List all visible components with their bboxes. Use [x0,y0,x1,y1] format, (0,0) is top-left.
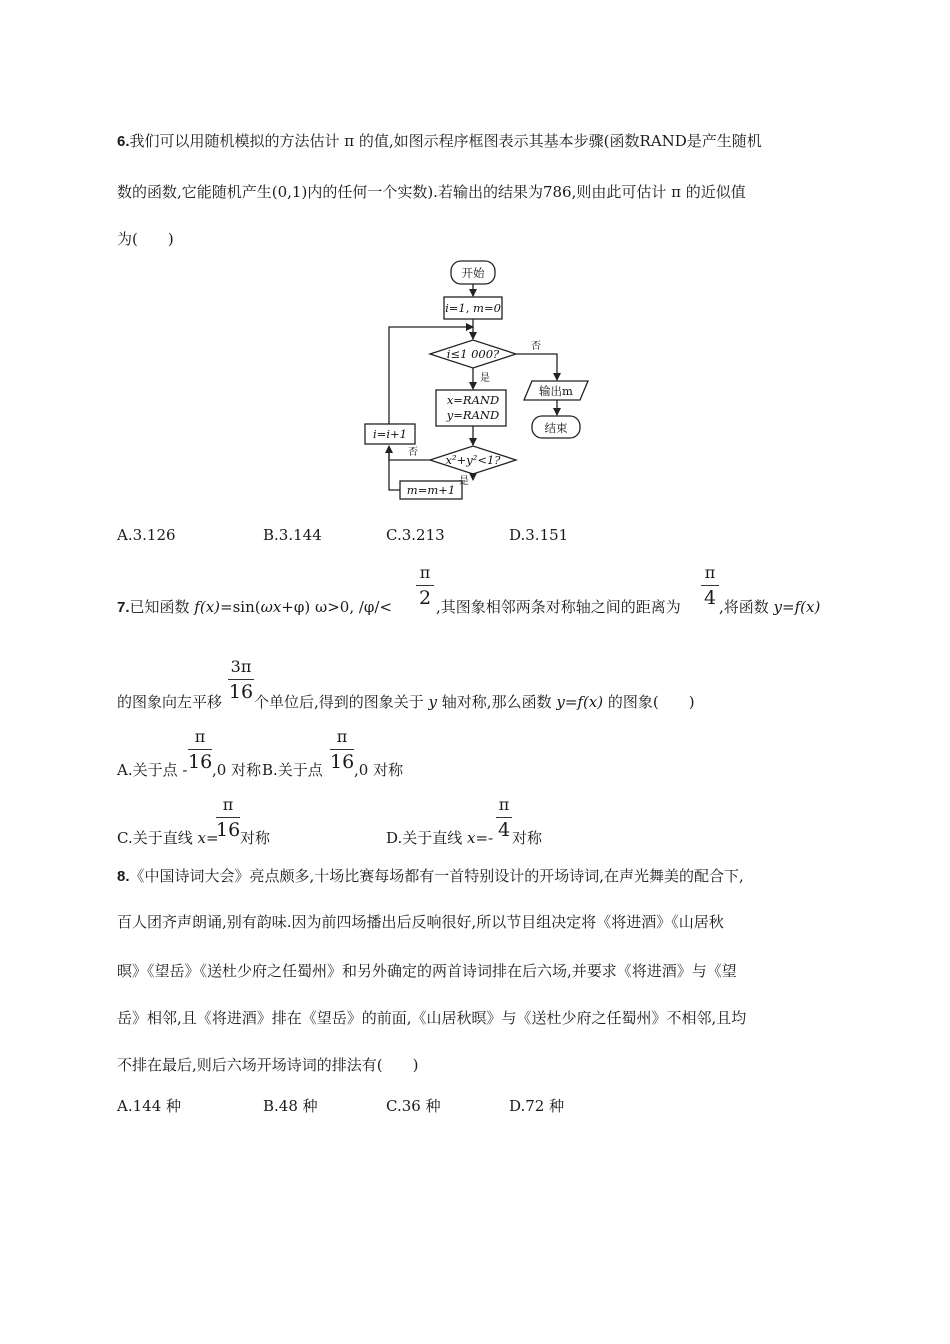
question-number: 6. [117,133,130,150]
q7-line-1: 7.已知函数 f(x)=sin(ωx+φ) ω>0, /φ/< [117,598,393,616]
q7-option-a[interactable]: A.关于点 - [117,761,188,779]
q7-option-c[interactable]: C.关于直线 x= [117,829,219,847]
q7-option-d[interactable]: D.关于直线 x=- [386,829,494,847]
q7-line-1b: ,其图象相邻两条对称轴之间的距离为 [436,598,681,616]
fraction-3pi-over-16: 3π 16 [228,657,254,703]
q6-line-2: 数的函数,它能随机产生(0,1)内的任何一个实数).若输出的结果为786,则由此可估计 π 的近似值 [117,183,746,201]
fraction-pi-over-2: π 2 [416,564,434,609]
flowchart [355,255,605,505]
flow-assign-y-label: y=RAND [446,408,500,422]
q7-option-d-post: 对称 [512,829,543,847]
q8-line-5: 不排在最后,则后六场开场诗词的排法有( ) [117,1056,419,1074]
q8-line-1: 8.《中国诗词大会》亮点颇多,十场比赛每场都有一首特别设计的开场诗词,在声光舞美的配合下, [117,867,744,885]
q7-option-c-fraction: π 16 [216,795,241,841]
fraction-pi-over-4: π 4 [701,564,719,609]
flow-no2-label: 否 [408,447,418,458]
q7-option-b[interactable]: B.关于点 [262,761,323,779]
q6-option-d[interactable]: D.3.151 [509,526,569,544]
flow-cond1-label: i≤1 000? [446,347,500,361]
q8-option-c[interactable]: C.36 种 [386,1097,441,1115]
q6-line-1 [117,131,762,152]
q7-line-2b: 个单位后,得到的图象关于 y 轴对称,那么函数 y=f(x) 的图象( ) [254,693,695,711]
flow-yes1-label: 是 [480,373,490,384]
q6-option-c[interactable]: C.3.213 [386,526,445,544]
q7-line-1c: ,将函数 y=f(x) [719,598,821,616]
q6-line-3: 为( ) [117,230,174,248]
question-number: 8. [117,868,130,885]
q6-option-b[interactable]: B.3.144 [263,526,322,544]
flow-incr-m-label: m=m+1 [406,483,456,497]
q8-line-2: 百人团齐声朗诵,别有韵味.因为前四场播出后反响很好,所以节目组决定将《将进酒》《山居秋 [117,913,724,931]
flow-init-label: i=1, m=0 [445,301,501,315]
flow-end-label: 结束 [544,421,568,435]
flow-incr-i-label: i=i+1 [373,427,407,441]
flow-output-label: 输出m [539,384,573,398]
q7-option-b-post: ,0 对称 [354,761,404,779]
q7-option-d-fraction: π 4 [497,795,511,841]
q6-option-a[interactable]: A.3.126 [117,526,176,544]
q8-option-d[interactable]: D.72 种 [509,1097,565,1115]
q7-option-a-post: ,0 对称 [212,761,262,779]
q8-option-a[interactable]: A.144 种 [117,1097,181,1115]
flow-yes2-label: 是 [459,476,469,487]
q7-option-a-fraction: π 16 [188,727,213,773]
flow-assign-x-label: x=RAND [446,393,500,407]
q7-option-c-post: 对称 [240,829,271,847]
q8-option-b[interactable]: B.48 种 [263,1097,318,1115]
question-number: 7. [117,599,130,616]
q8-line-4: 岳》相邻,且《将进酒》排在《望岳》的前面,《山居秋暝》与《送杜少府之任蜀州》不相邻,且均 [117,1009,747,1027]
q7-option-b-fraction: π 16 [330,727,355,773]
q6-text-1: 我们可以用随机模拟的方法估计 π 的值,如图示程序框图表示其基本步骤(函数RAND是产生随机 [129,132,762,150]
flow-start-label: 开始 [461,266,485,280]
q7-line-2a: 的图象向左平移 [117,693,223,711]
flow-no1-label: 否 [531,341,541,352]
flow-cond2-label: x²+y²<1? [445,453,501,467]
q8-line-3: 暝》《望岳》《送杜少府之任蜀州》和另外确定的两首诗词排在后六场,并要求《将进酒》与《望 [117,962,737,980]
